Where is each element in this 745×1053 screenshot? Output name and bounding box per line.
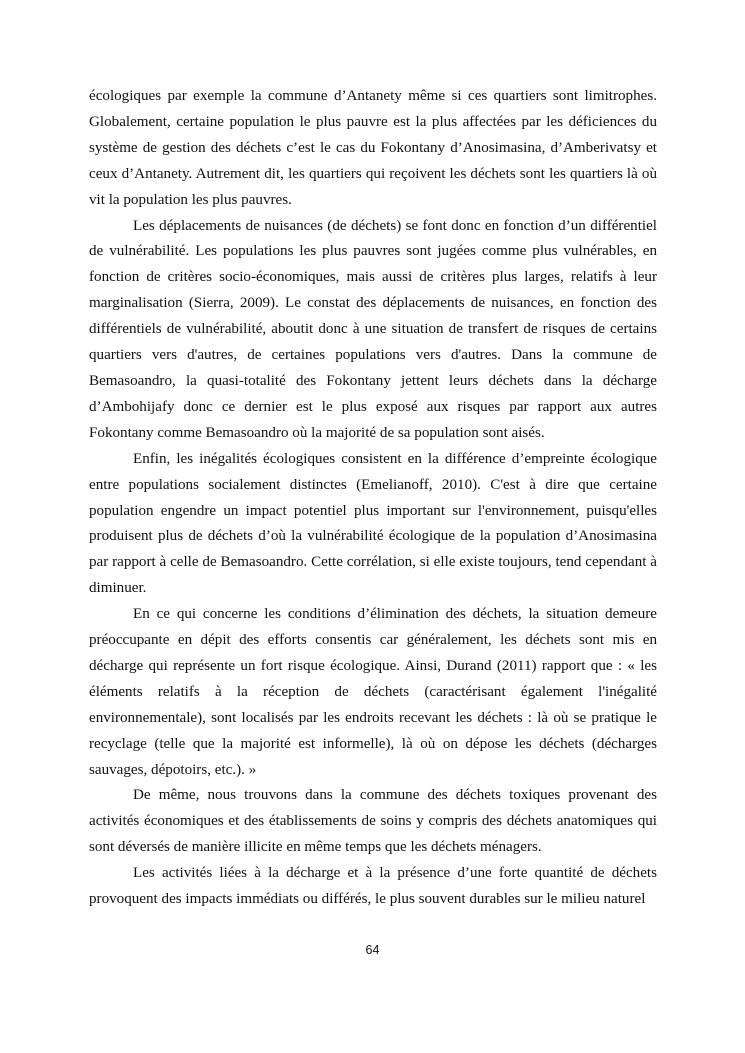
paragraph-ecological-inequality: Enfin, les inégalités écologiques consistent en la différence d’empreinte écologique entre populations socialement distinctes (Emelianoff, 2010). C'est à dire que certaine population engendre un impact potentiel plus important sur l'environnement, puisqu'elles produisent plus de déchets d’où la vulnérabilité écologique de la population d’Anosimasina par rapport à celle de Bemasoandro. Cette corrélation, si elle existe toujours, tend cependant à diminuer. xyxy=(89,450,657,597)
paragraph-nuisance-displacement: Les déplacements de nuisances (de déchets) se font donc en fonction d’un différentiel de vulnérabilité. Les populations les plus pauvres sont jugées comme plus vulnérables, en fonction de critères socio-économiques, mais aussi de critères plus larges, relatifs à leur marginalisation (Sierra, 2009). Le constat des déplacements de nuisances, en fonction des différentiels de vulnérabilité, aboutit donc à une situation de transfert de risques de certains quartiers vers d'autres, de certaines populations vers d'autres. Dans la commune de Bemasoandro, la quasi-totalité des Fokontany jettent leurs déchets dans la décharge d’Ambohijafy donc ce dernier est le plus exposé aux risques par rapport aux autres Fokontany comme Bemasoandro où la majorité de sa population sont aisés. xyxy=(89,217,657,441)
body-text xyxy=(89,84,657,913)
page-number: 64 xyxy=(365,943,380,957)
paragraph-waste-elimination: En ce qui concerne les conditions d’élimination des déchets, la situation demeure préoccupante en dépit des efforts consentis car généralement, les déchets sont mis en décharge qui représente un fort risque écologique. Ainsi, Durand (2011) rapport que : « les éléments relatifs à la réception de déchets (caractérisant également l'inégalité environnementale), sont localisés par les endroits recevant les déchets : là où se pratique le recyclage (telle que la majorité est informelle), là où on dépose les déchets (décharges sauvages, dépotoirs, etc.). » xyxy=(89,606,657,778)
paragraph-continuation: écologiques par exemple la commune d’Antanety même si ces quartiers sont limitrophes. Globalement, certaine population le plus pauvre est la plus affectées par les déficiences du système de gestion des déchets c’est le cas du Fokontany d’Anosimasina, d’Amberivatsy et ceux d’Antanety. Autrement dit, les quartiers qui reçoivent les déchets sont les quartiers là où vit la population les plus pauvres. xyxy=(89,88,657,208)
paragraph-toxic-waste: De même, nous trouvons dans la commune des déchets toxiques provenant des activités économiques et des établissements de soins y compris des déchets anatomiques qui sont déversés de manière illicite en même temps que les déchets ménagers. xyxy=(89,787,657,856)
paragraph-landfill-activities: Les activités liées à la décharge et à la présence d’une forte quantité de déchets provoquent des impacts immédiats ou différés, le plus souvent durables sur le milieu naturel xyxy=(89,865,657,908)
